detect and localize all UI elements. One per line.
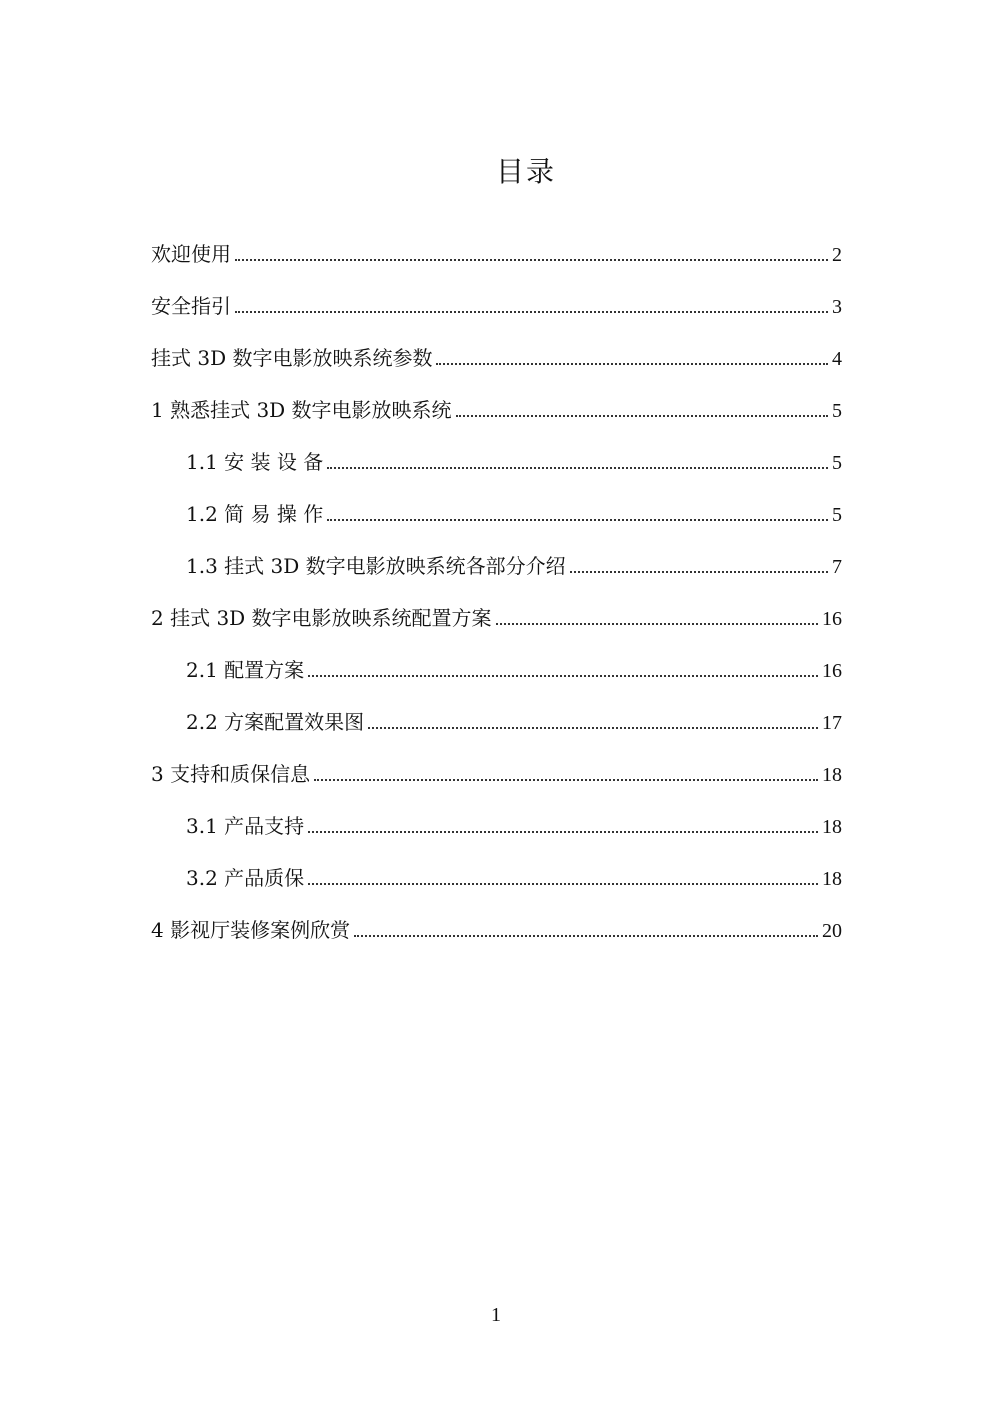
toc-entry-page: 5 xyxy=(832,452,842,474)
toc-dot-leader xyxy=(308,675,818,677)
toc-entry-page: 18 xyxy=(822,816,842,838)
toc-entry-page: 2 xyxy=(832,244,842,266)
toc-entry-page: 3 xyxy=(832,296,842,318)
toc-entry-label: 2 挂式 3D 数字电影放映系统配置方案 xyxy=(151,606,492,630)
page-number: 1 xyxy=(491,1304,501,1326)
toc-entry-label: 4 影视厅装修案例欣赏 xyxy=(151,918,351,942)
toc-entry[interactable] xyxy=(151,494,842,546)
toc-entry-label: 安全指引 xyxy=(151,294,231,318)
toc-entry-page: 16 xyxy=(822,660,842,682)
toc-entry-label: 欢迎使用 xyxy=(151,242,231,266)
toc-entry[interactable] xyxy=(151,338,842,390)
toc-entry[interactable] xyxy=(151,442,842,494)
toc-entry[interactable] xyxy=(151,598,842,650)
table-of-contents xyxy=(151,234,842,962)
toc-entry[interactable] xyxy=(151,286,842,338)
toc-entry-label: 3.1 产品支持 xyxy=(186,814,305,838)
toc-entry-label: 3.2 产品质保 xyxy=(186,866,305,890)
toc-entry-label: 1.3 挂式 3D 数字电影放映系统各部分介绍 xyxy=(186,554,566,578)
toc-dot-leader xyxy=(354,935,818,937)
toc-entry-label: 1.2 简 易 操 作 xyxy=(186,502,324,526)
toc-entry-page: 18 xyxy=(822,868,842,890)
toc-dot-leader xyxy=(327,467,828,469)
toc-entry[interactable] xyxy=(151,858,842,910)
toc-dot-leader xyxy=(314,779,818,781)
toc-entry-page: 4 xyxy=(832,348,842,370)
toc-dot-leader xyxy=(327,519,828,521)
toc-entry-page: 18 xyxy=(822,764,842,786)
toc-entry[interactable] xyxy=(151,806,842,858)
toc-entry[interactable] xyxy=(151,234,842,286)
page-title: 目录 xyxy=(495,155,556,188)
toc-entry-page: 5 xyxy=(832,504,842,526)
toc-dot-leader xyxy=(456,415,828,417)
toc-entry[interactable] xyxy=(151,754,842,806)
toc-dot-leader xyxy=(436,363,828,365)
toc-dot-leader xyxy=(235,311,828,313)
toc-entry-page: 20 xyxy=(822,920,842,942)
toc-dot-leader xyxy=(368,727,818,729)
toc-entry-label: 2.1 配置方案 xyxy=(186,658,305,682)
toc-entry-page: 17 xyxy=(822,712,842,734)
toc-entry[interactable] xyxy=(151,650,842,702)
toc-entry[interactable] xyxy=(151,546,842,598)
toc-entry-label: 1.1 安 装 设 备 xyxy=(186,450,324,474)
toc-entry-label: 挂式 3D 数字电影放映系统参数 xyxy=(151,346,433,370)
toc-entry-label: 3 支持和质保信息 xyxy=(151,762,311,786)
toc-entry[interactable] xyxy=(151,702,842,754)
toc-entry[interactable] xyxy=(151,390,842,442)
toc-dot-leader xyxy=(570,571,828,573)
toc-dot-leader xyxy=(308,883,818,885)
toc-dot-leader xyxy=(235,259,828,261)
toc-entry-label: 2.2 方案配置效果图 xyxy=(186,710,365,734)
toc-dot-leader xyxy=(308,831,818,833)
toc-dot-leader xyxy=(496,623,818,625)
toc-entry-page: 5 xyxy=(832,400,842,422)
toc-entry-label: 1 熟悉挂式 3D 数字电影放映系统 xyxy=(151,398,452,422)
toc-entry[interactable] xyxy=(151,910,842,962)
toc-entry-page: 16 xyxy=(822,608,842,630)
toc-entry-page: 7 xyxy=(832,556,842,578)
